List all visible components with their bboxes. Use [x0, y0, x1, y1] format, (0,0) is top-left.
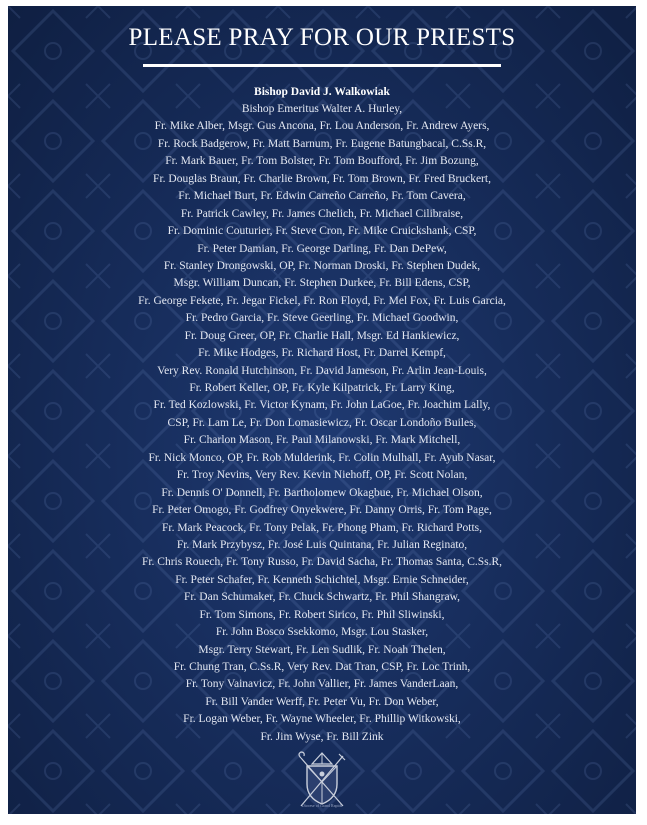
list-line: Msgr. Terry Stewart, Fr. Len Sudlik, Fr. Noah Thelen, — [198, 643, 446, 656]
list-line: Fr. Nick Monco, OP, Fr. Rob Mulderink, Fr. Colin Mulhall, Fr. Ayub Nasar, — [148, 451, 496, 464]
list-line: Very Rev. Ronald Hutchinson, Fr. David Jameson, Fr. Arlin Jean-Louis, — [157, 364, 487, 377]
list-line: Fr. Bill Vander Werff, Fr. Peter Vu, Fr. Don Weber, — [205, 695, 439, 708]
list-line: Fr. Dennis O' Donnell, Fr. Bartholomew Okagbue, Fr. Michael Olson, — [161, 486, 483, 499]
list-line: Fr. Chris Rouech, Fr. Tony Russo, Fr. David Sacha, Fr. Thomas Santa, C.Ss.R, — [141, 556, 503, 569]
list-line: Fr. Peter Omogo, Fr. Godfrey Onyekwere, Fr. Danny Orris, Fr. Tom Page, — [152, 504, 492, 517]
prayer-card — [8, 6, 636, 814]
list-line: Fr. George Fekete, Fr. Jegar Fickel, Fr. Ron Floyd, Fr. Mel Fox, Fr. Luis Garcia, — [138, 294, 506, 307]
list-line: Fr. Dominic Couturier, Fr. Steve Cron, Fr. Mike Cruickshank, CSP, — [167, 225, 477, 238]
list-line: Msgr. William Duncan, Fr. Stephen Durkee, Fr. Bill Edens, CSP, — [173, 277, 471, 290]
list-line: Fr. Tom Simons, Fr. Robert Sirico, Fr. Phil Sliwinski, — [199, 608, 445, 621]
list-line: Fr. Mark Peacock, Fr. Tony Pelak, Fr. Phong Pham, Fr. Richard Potts, — [161, 521, 483, 534]
list-line: Fr. Pedro Garcia, Fr. Steve Geerling, Fr. Michael Goodwin, — [185, 312, 459, 325]
list-line: Fr. Rock Badgerow, Fr. Matt Barnum, Fr. Eugene Batungbacal, C.Ss.R, — [157, 137, 487, 150]
list-line: Fr. Patrick Cawley, Fr. James Chelich, Fr. Michael Cilibraise, — [180, 207, 464, 220]
list-line: Fr. Douglas Braun, Fr. Charlie Brown, Fr. Tom Brown, Fr. Fred Bruckert, — [153, 172, 491, 185]
page-title: PLEASE PRAY FOR OUR PRIESTS — [128, 24, 516, 51]
bishop-name: Bishop David J. Walkowiak — [254, 86, 390, 98]
list-line: CSP, Fr. Lam Le, Fr. Don Lomasiewicz, Fr. Oscar Londoño Builes, — [167, 416, 477, 429]
list-line: Fr. Tony Vainavicz, Fr. John Vallier, Fr. James VanderLaan, — [185, 678, 459, 691]
list-line: Fr. Robert Keller, OP, Fr. Kyle Kilpatrick, Fr. Larry King, — [189, 382, 455, 394]
list-line: Fr. Troy Nevins, Very Rev. Kevin Niehoff, OP, Fr. Scott Nolan, — [176, 469, 468, 482]
list-line: Fr. Ted Kozlowski, Fr. Victor Kynam, Fr. John LaGoe, Fr. Joachim Lally, — [153, 399, 491, 412]
list-line: Fr. Doug Greer, OP, Fr. Charlie Hall, Msgr. Ed Hankiewicz, — [184, 329, 460, 342]
seal-caption: Diocese of Grand Rapids — [301, 803, 343, 808]
list-line: Fr. Mike Alber, Msgr. Gus Ancona, Fr. Lou Anderson, Fr. Andrew Ayers, — [154, 120, 490, 133]
list-line: Fr. Dan Schumaker, Fr. Chuck Schwartz, Fr. Phil Shangraw, — [183, 591, 461, 604]
list-line: Fr. John Bosco Ssekkomo, Msgr. Lou Stasker, — [215, 626, 429, 639]
title-divider — [143, 64, 501, 67]
priest-list — [48, 84, 596, 746]
list-line: Fr. Stanley Drongowski, OP, Fr. Norman Droski, Fr. Stephen Dudek, — [163, 259, 481, 272]
list-line: Fr. Peter Schafer, Fr. Kenneth Schichtel, Msgr. Ernie Schneider, — [175, 573, 469, 586]
list-line: Fr. Chung Tran, C.Ss.R, Very Rev. Dat Tran, CSP, Fr. Loc Trinh, — [173, 661, 471, 673]
list-line: Fr. Mark Przybysz, Fr. José Luis Quintana, Fr. Julian Reginato, — [176, 538, 468, 551]
list-line: Fr. Charlon Mason, Fr. Paul Milanowski, Fr. Mark Mitchell, — [183, 434, 461, 447]
list-line: Fr. Michael Burt, Fr. Edwin Carreño Carreño, Fr. Tom Cavera, — [178, 190, 466, 203]
list-line: Fr. Jim Wyse, Fr. Bill Zink — [260, 730, 384, 743]
list-line: Fr. Mark Bauer, Fr. Tom Bolster, Fr. Tom Boufford, Fr. Jim Bozung, — [165, 155, 479, 168]
list-line: Bishop Emeritus Walter A. Hurley, — [241, 103, 403, 115]
list-line: Fr. Mike Hodges, Fr. Richard Host, Fr. Darrel Kempf, — [198, 347, 446, 360]
list-line: Fr. Logan Weber, Fr. Wayne Wheeler, Fr. Phillip Witkowski, — [183, 713, 461, 726]
list-line: Fr. Peter Damian, Fr. George Darling, Fr. Dan DePew, — [197, 242, 447, 255]
